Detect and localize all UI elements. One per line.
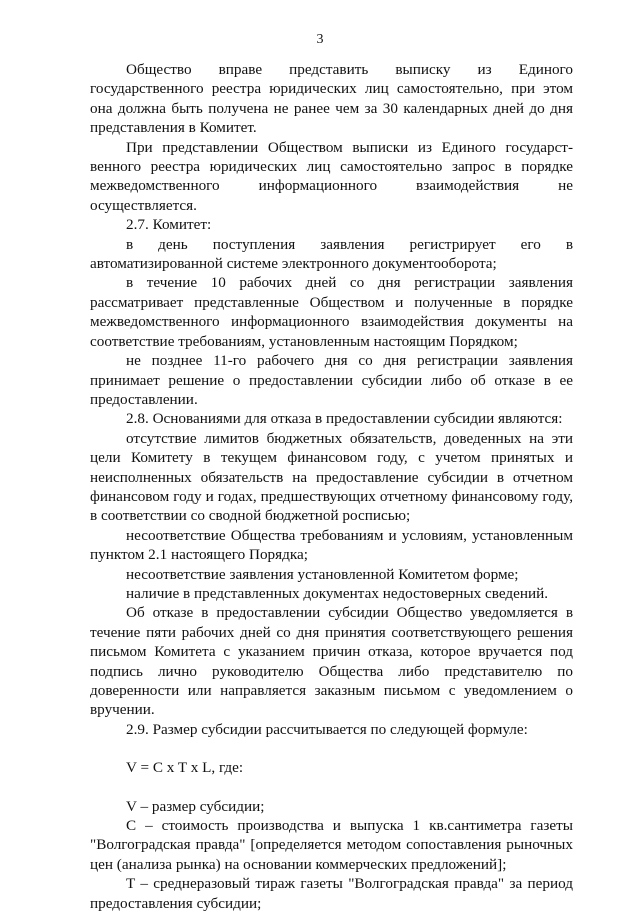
paragraph: несоответствие заявления установленной Комитетом форме; — [126, 565, 519, 583]
paragraph: в течение 10 рабочих дней со дня регистрации заявления рассматривает представленные Обществом и полученные в порядке межведомственного информационного взаимодействия документы на соответствие требованиям, установленным настоящим Порядком; — [90, 274, 573, 350]
paragraph: отсутствие лимитов бюджетных обязательств, доведенных на эти цели Комитету в текущем финансовом году, с учетом принятых и неисполненных обязательств на предоставление субсидии в отчетном финансовом году и годах, предшествующих отчетному финансовому году, в соответствии со сводной бюджетной росписью; — [90, 429, 573, 525]
paragraph: наличие в представленных документах недостоверных сведений. — [126, 584, 549, 602]
definition: V – размер субсидии; — [126, 797, 265, 815]
paragraph: Об отказе в предоставлении субсидии Общество уведомляется в течение пяти рабочих дней со дня принятия соответствующего решения письмом Комитета с указанием причин отказа, которое вручается под подпись лично руководителю Общества либо представителю по доверенности или направляется заказным письмом с уведомлением о вручении. — [90, 604, 573, 719]
formula: V = C x T x L, где: — [126, 759, 244, 777]
paragraph: Общество вправе представить выписку из Единого государственного реестра юридических лиц самостоятельно, при этом она должна быть получена не ранее чем за 30 календарных дней до дня представления в Комитет. — [90, 61, 573, 137]
paragraph: несоответствие Общества требованиям и условиям, установленным пунктом 2.1 настоящего Порядка; — [90, 526, 573, 564]
section-heading: 2.8. Основаниями для отказа в предоставлении субсидии являются: — [126, 410, 563, 428]
definition: T – среднеразовый тираж газеты "Волгоградская правда" за период предоставления субсидии; — [90, 875, 573, 912]
paragraph: в день поступления заявления регистрирует его в автоматизированной системе электронного документооборота; — [90, 235, 573, 273]
section-heading: 2.7. Комитет: — [126, 216, 212, 234]
document-body — [90, 60, 573, 913]
page-number: 3 — [316, 32, 324, 47]
paragraph: не позднее 11-го рабочего дня со дня регистрации заявления принимает решение о предоставлении субсидии либо об отказе в ее предоставлении. — [90, 352, 573, 408]
paragraph: При представлении Обществом выписки из Единого государст-венного реестра юридических лиц самостоятельно запрос в порядке межведомственного информационного взаимодействия не осуществляется. — [90, 138, 573, 214]
section-heading: 2.9. Размер субсидии рассчитывается по следующей формуле: — [126, 720, 528, 738]
definition: C – стоимость производства и выпуска 1 кв.сантиметра газеты "Волгоградская правда" [определяется методом сопоставления рыночных цен (анализа рынка) на основании коммерческих предложений]; — [90, 817, 573, 873]
